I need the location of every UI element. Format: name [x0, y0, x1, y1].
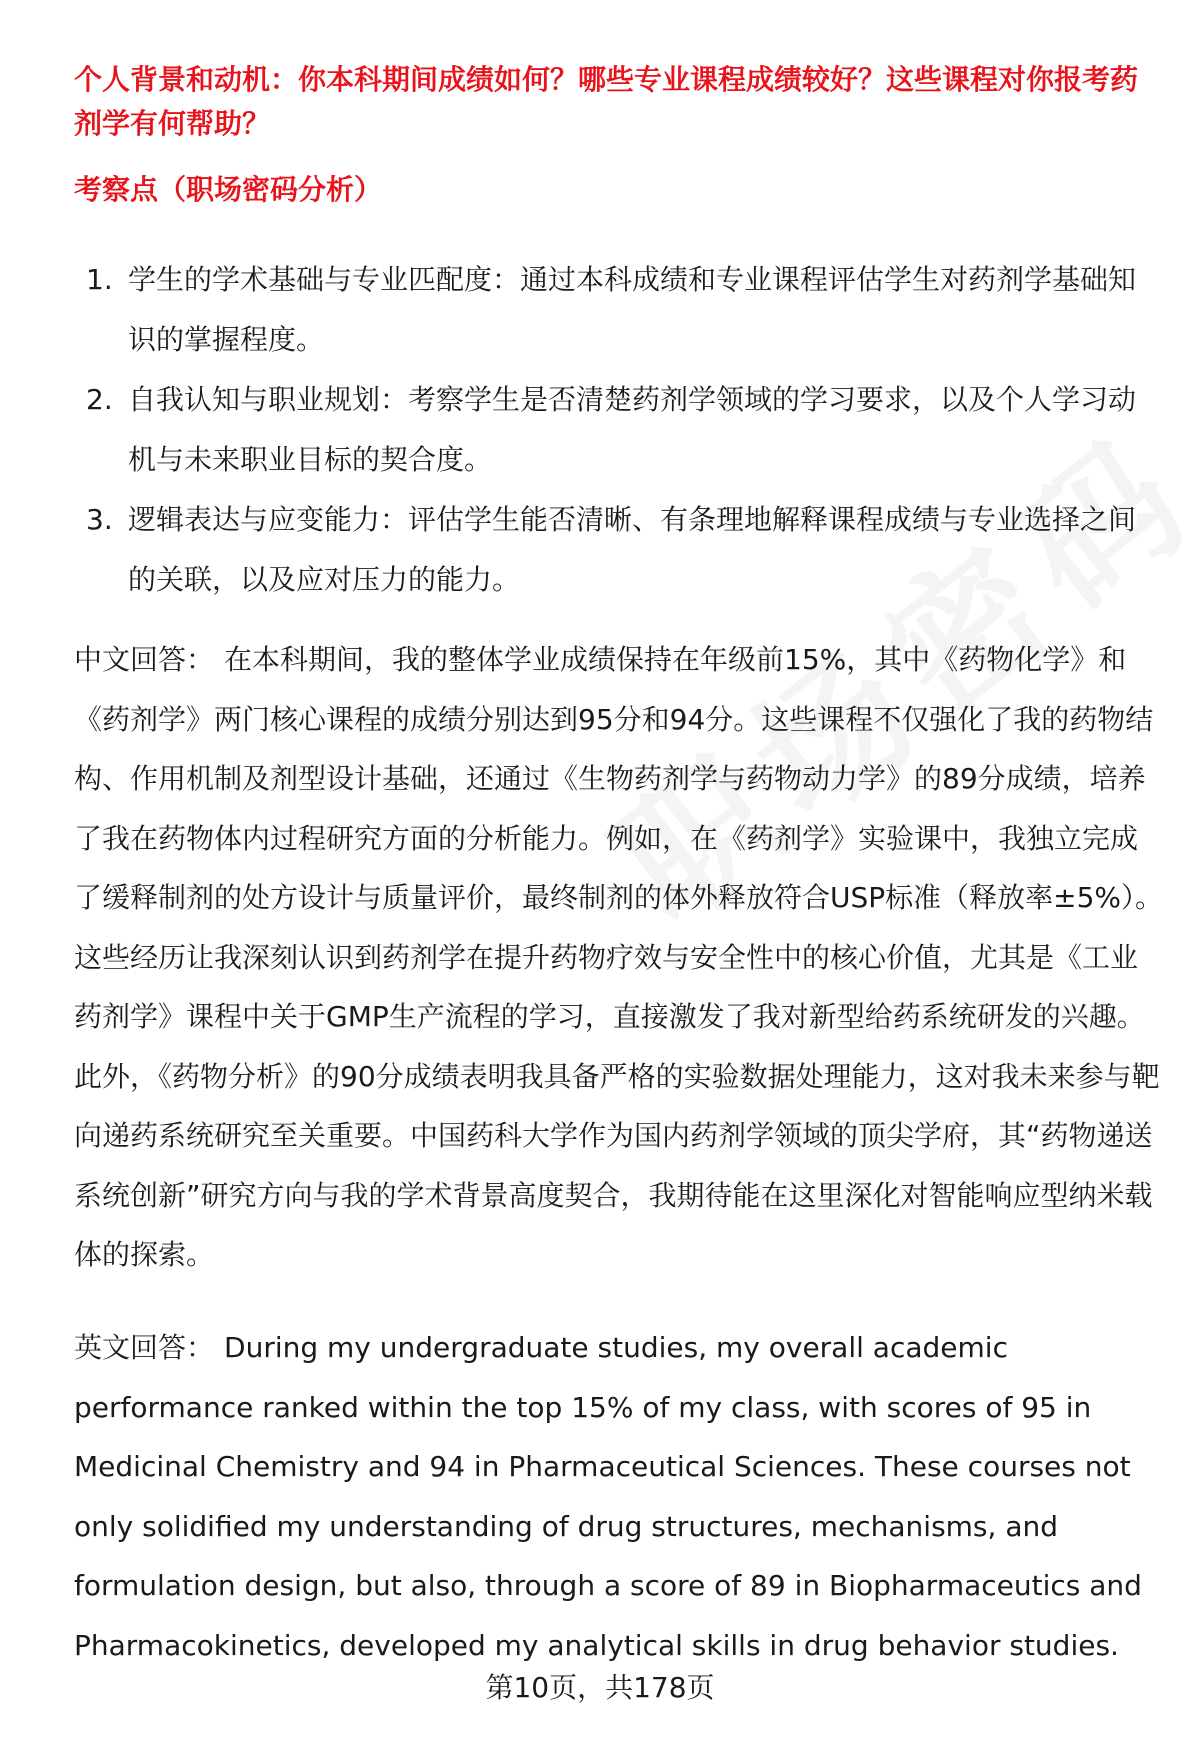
chinese-answer-label: 中文回答：: [74, 643, 215, 676]
assessment-points: [74, 250, 1154, 610]
point-number: 1.: [86, 263, 113, 296]
assessment-heading: 考察点（职场密码分析）: [74, 173, 383, 206]
english-answer: [74, 1318, 1164, 1675]
chinese-answer: [74, 630, 1164, 1285]
assessment-point-3: [74, 490, 1154, 610]
assessment-point-2: [74, 370, 1154, 490]
point-text: 逻辑表达与应变能力：评估学生能否清晰、有条理地解释课程成绩与专业选择之间的关联，以及应对压力的能力。: [128, 503, 1137, 596]
english-answer-label: 英文回答：: [74, 1331, 215, 1364]
page-number: 第10页，共178页: [485, 1671, 715, 1704]
chinese-answer-text: 在本科期间，我的整体学业成绩保持在年级前15%，其中《药物化学》和《药剂学》两门核心课程的成绩分别达到95分和94分。这些课程不仅强化了我的药物结构、作用机制及剂型设计基础，还通过《生物药剂学与药物动力学》的89分成绩，培养了我在药物体内过程研究方面的分析能力。例如，在《药剂学》实验课中，我独立完成了缓释制剂的处方设计与质量评价，最终制剂的体外释放符合USP标准（释放率±5%）。这些经历让我深刻认识到药剂学在提升药物疗效与安全性中的核心价值，尤其是《工业药剂学》课程中关于GMP生产流程的学习，直接激发了我对新型给药系统研发的兴趣。此外，《药物分析》的90分成绩表明我具备严格的实验数据处理能力，这对我未来参与靶向递药系统研究至关重要。中国药科大学作为国内药剂学领域的顶尖学府，其“药物递送系统创新”研究方向与我的学术背景高度契合，我期待能在这里深化对智能响应型纳米载体的探索。: [74, 643, 1164, 1271]
point-number: 3.: [86, 503, 113, 536]
assessment-point-1: [74, 250, 1154, 370]
point-text: 自我认知与职业规划：考察学生是否清楚药剂学领域的学习要求，以及个人学习动机与未来职业目标的契合度。: [128, 383, 1137, 476]
point-number: 2.: [86, 383, 113, 416]
english-answer-text: During my undergraduate studies, my overall academic performance ranked within the top 15% of my class, with scores of 95 in Medicinal Chemistry and 94 in Pharmaceutical Sciences. These courses not only solidified my understanding of drug structures, mechanisms, and formulation design, but also, through a score of 89 in Biopharmaceutics and Pharmacokinetics, developed my analytical skills in drug behavior studies.: [74, 1331, 1142, 1662]
question-heading: 个人背景和动机：你本科期间成绩如何？哪些专业课程成绩较好？这些课程对你报考药剂学有何帮助？: [74, 63, 1139, 140]
point-text: 学生的学术基础与专业匹配度：通过本科成绩和专业课程评估学生对药剂学基础知识的掌握程度。: [128, 263, 1137, 356]
